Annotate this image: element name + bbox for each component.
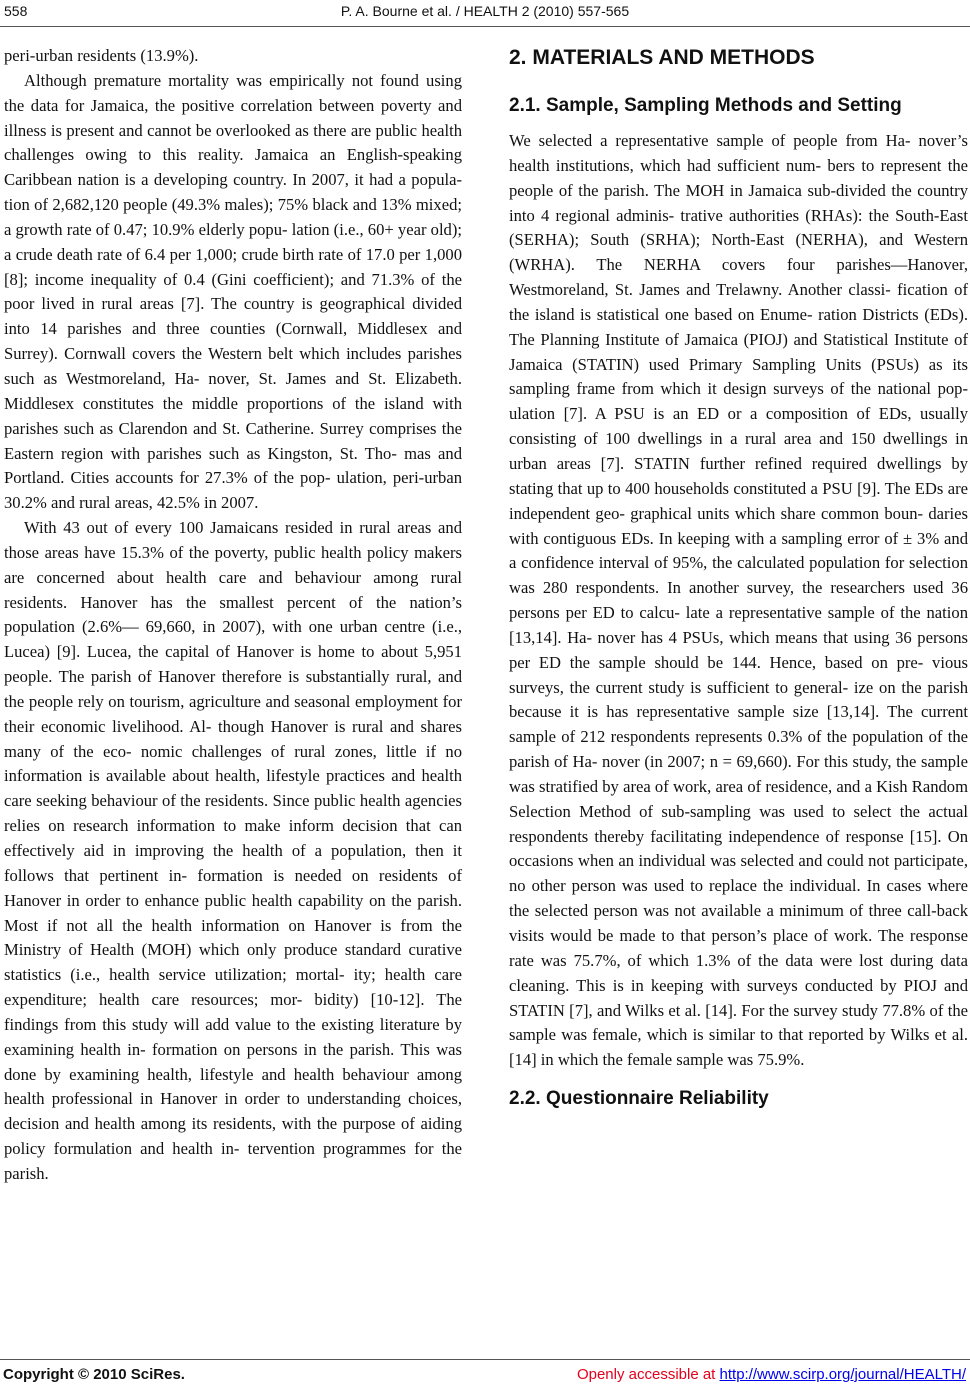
subsection-heading-reliability: 2.2. Questionnaire Reliability <box>509 1088 769 1110</box>
running-title: P. A. Bourne et al. / HEALTH 2 (2010) 557-565 <box>340 3 630 19</box>
section-heading-methods: 2. MATERIALS AND METHODS <box>509 46 815 69</box>
page-number: 558 <box>4 3 28 19</box>
open-access-notice <box>577 1366 966 1383</box>
left-column <box>4 44 462 1187</box>
subsection-heading-sampling: 2.1. Sample, Sampling Methods and Setting <box>509 95 902 116</box>
paragraph-continuation: peri-urban residents (13.9%). <box>4 46 199 65</box>
paragraph-hanover-context: With 43 out of every 100 Jamaicans resided in rural areas and those areas have 15.3% of the poverty, public health policy makers are concerned about health care and behaviour among rural residents. Hanover has the smallest percent of the nation’s population (2.6%— 69,660, in 2007), with one urban centre (i.e., Lucea) [9]. Lucea, the capital of Hanover is home to about 5,951 people. The parish of Hanover therefore is substantially rural, and the people rely on tourism, agriculture and seasonal employment for their economic livelihood. Al- though Hanover is rural and shares many of the eco- nomic challenges of rural zones, little if no information is available about health, lifestyle practices and health care seeking behaviour of the residents. Since public health agencies relies on research information to make inform decision that can effectively aid in improving the health of a population, then it follows that pertinent in- formation is needed on residents of Hanover in order to enhance public health capability on the parish. Most if not all the health information on Hanover is from the Ministry of Health (MOH) which only produce standard curative statistics (i.e., health service utilization; mortal- ity; health care expenditure; health care resources; mor- bidity) [10-12]. The findings from this study will add value to the existing literature by examining health in- formation on persons in the parish. This was done by examining health, lifestyle and health behaviour among health professional in Hanover in order to understanding choices, decision and health among its residents, with the purpose of aiding policy formulation and health in- tervention programmes for the parish. <box>4 518 462 1183</box>
header-divider <box>0 26 970 27</box>
copyright-notice: Copyright © 2010 SciRes. <box>3 1366 185 1383</box>
paragraph-sampling: We selected a representative sample of people from Ha- nover’s health institutions, which had sufficient num- bers to represent the people of the parish. The MOH in Jamaica sub-divided the country into 4 regional adminis- trative authorities (RHAs): the South-East (SERHA); South (SRHA); North-East (NERHA), and Western (WRHA). The NERHA covers four parishes—Hanover, Westmoreland, St. James and Trelawny. Another classi- fication of the island is statistical one based on Enume- ration Districts (EDs). The Planning Institute of Jamaica (PIOJ) and Statistical Institute of Jamaica (STATIN) used Primary Sampling Units (PSUs) as its sampling frame from which it design surveys of the national pop- ulation [7]. A PSU is an ED or a composition of EDs, usually consisting of 100 dwellings in a rural area and 150 dwellings in urban areas [7]. STATIN further refined required dwellings by stating that up to 400 households constituted a PSU [9]. The EDs are independent geo- graphical units which share common boun- daries with contiguous EDs. In keeping with a sampling error of ± 3% and a confidence interval of 95%, the calculated population for selection was 280 respondents. In another survey, the researchers used 36 persons per ED to calcu- late a representative sample of the nation [13,14]. Ha- nover has 4 PSUs, which means that using 36 persons per ED the sample should be 144. Hence, based on pre- vious surveys, the current study is sufficient to general- ize on the parish because it is has representative sample size [13,14]. The current sample of 212 respondents represents 0.3% of the population of the parish of Ha- nover (in 2007; n = 69,660). For this study, the sample was stratified by area of work, area of residence, and a Kish Random Selection Method of sub-sampling was used to select the actual respondents thereby facilitating independence of response [15]. On occasions when an individual was selected and could not participate, no other person was used to replace the individual. In cases where the selected person was not available a minimum of three call-back visits would be made to that person’s place of work. The response rate was 75.7%, of which 1.3% of the data were lost during data cleaning. This is in keeping with surveys conducted by PIOJ and STATIN [7], and Wilks et al. [14]. For the survey study 77.8% of the sample was female, which is similar to that reported by Wilks et al. [14] in which the female sample was 75.9%. <box>509 131 968 1070</box>
right-column <box>509 44 968 1122</box>
journal-link[interactable]: http://www.scirp.org/journal/HEALTH/ <box>719 1366 966 1383</box>
paragraph-jamaica-context: Although premature mortality was empirically not found using the data for Jamaica, the positive correlation between poverty and illness is present and cannot be overlooked as there are public health challenges owing to this reality. Jamaica an English-speaking Caribbean nation is a developing country. In 2007, it had a popula- tion of 2,682,120 people (49.3% males); 75% black and 13% mixed; a growth rate of 0.47; 10.9% elderly popu- lation (i.e., 60+ year old); a crude death rate of 6.4 per 1,000; crude birth rate of 17.0 per 1,000 [8]; income inequality of 0.4 (Gini coefficient); and 71.3% of the poor lived in rural areas [7]. The country is geographical divided into 14 parishes and three counties (Cornwall, Middlesex and Surrey). Cornwall covers the Western belt which includes parishes such as Westmoreland, Ha- nover, St. James and St. Elizabeth. Middlesex constitutes the middle proportions of the island with parishes such as Clarendon and St. Catherine. Surrey comprises the Eastern region with parishes such as Kingston, St. Tho- mas and Portland. Cities accounts for 27.3% of the pop- ulation, peri-urban 30.2% and rural areas, 42.5% in 2007. <box>4 70 462 513</box>
footer-divider <box>0 1359 970 1360</box>
open-access-label: Openly accessible at <box>576 1366 716 1383</box>
